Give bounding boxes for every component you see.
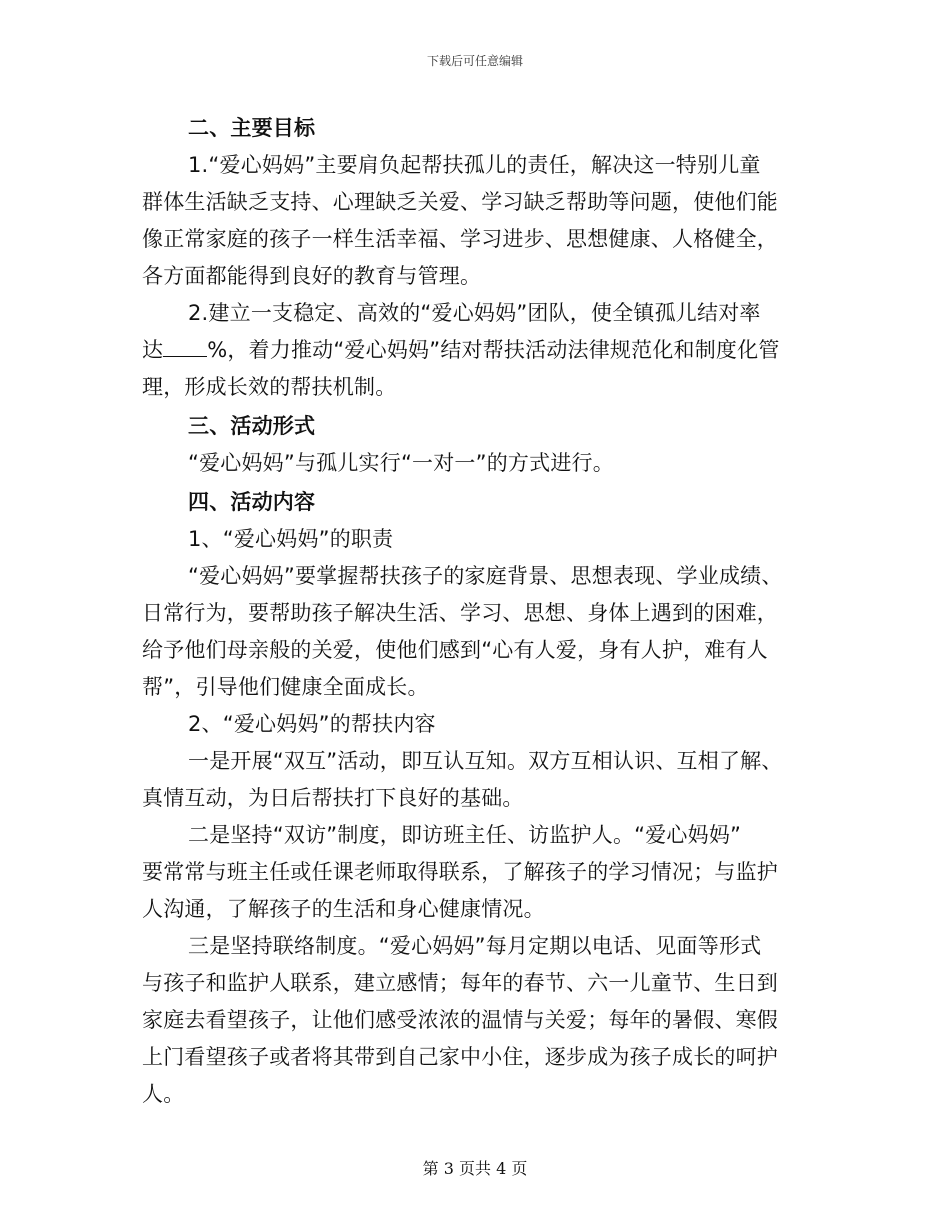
support-para-2-line-1: 二是坚持“双访”制度，即访班主任、访监护人。“爱心妈妈” [188, 823, 742, 847]
duties-line-2: 日常行为，要帮助孩子解决生活、学习、思想、身体上遇到的困难， [142, 601, 778, 625]
support-para-3-line-4: 上门看望孩子或者将其带到自己家中小住，逐步成为孩子成长的呵护 [142, 1045, 778, 1069]
support-para-1-line-2: 真情互动，为日后帮扶打下良好的基础。 [142, 786, 524, 810]
support-para-3-line-5: 人。 [142, 1082, 185, 1106]
goal-2-line-2 [142, 332, 810, 369]
activity-form-line-1: “爱心妈妈”与孤儿实行“一对一”的方式进行。 [188, 451, 614, 475]
goal-2-line-1: 2.建立一支稳定、高效的“爱心妈妈”团队，使全镇孤儿结对率 [188, 301, 761, 325]
goal-2-line-2-post: %，着力推动“爱心妈妈”结对帮扶活动法律规范化和制度化管 [207, 338, 780, 362]
support-para-3-line-3: 家庭去看望孩子，让他们感受浓浓的温情与关爱；每年的暑假、寒假 [142, 1008, 778, 1032]
support-para-2-line-2: 要常常与班主任或任课老师取得联系，了解孩子的学习情况；与监护 [142, 860, 778, 884]
heading-activity-form: 三、活动形式 [188, 414, 316, 438]
goal-1-line-1: 1.“爱心妈妈”主要肩负起帮扶孤儿的责任，解决这一特别儿童 [188, 153, 761, 177]
duties-line-3: 给予他们母亲般的关爱，使他们感到“心有人爱，身有人护，难有人 [142, 638, 768, 662]
goal-1-line-4: 各方面都能得到良好的教育与管理。 [142, 264, 482, 288]
document-body [142, 108, 810, 1113]
fill-in-blank [163, 338, 207, 357]
support-para-3-line-2: 与孩子和监护人联系，建立感情；每年的春节、六一儿童节、生日到 [142, 971, 778, 995]
heading-main-goals: 二、主要目标 [188, 116, 316, 140]
page-number: 第 3 页共 4 页 [422, 1159, 528, 1178]
duties-line-1: “爱心妈妈”要掌握帮扶孩子的家庭背景、思想表现、学业成绩、 [188, 564, 783, 588]
duties-line-4: 帮”，引导他们健康全面成长。 [142, 675, 429, 699]
support-para-3-line-1: 三是坚持联络制度。“爱心妈妈”每月定期以电话、见面等形式 [188, 934, 762, 958]
sub-heading-duties: 1、“爱心妈妈”的职责 [188, 527, 394, 551]
support-para-1-line-1: 一是开展“双互”活动，即互认互知。双方互相认识、互相了解、 [188, 749, 783, 773]
support-para-2-line-3: 人沟通，了解孩子的生活和身心健康情况。 [142, 897, 545, 921]
goal-2-line-3: 理，形成长效的帮扶机制。 [142, 375, 397, 399]
sub-heading-support-content: 2、“爱心妈妈”的帮扶内容 [188, 712, 436, 736]
goal-1-line-2: 群体生活缺乏支持、心理缺乏关爱、学习缺乏帮助等问题，使他们能 [142, 190, 778, 214]
heading-activity-content: 四、活动内容 [188, 490, 316, 514]
goal-1-line-3: 像正常家庭的孩子一样生活幸福、学习进步、思想健康、人格健全， [142, 227, 778, 251]
goal-2-line-2-pre: 达 [142, 338, 164, 362]
page-header-note: 下载后可任意编辑 [426, 54, 523, 68]
